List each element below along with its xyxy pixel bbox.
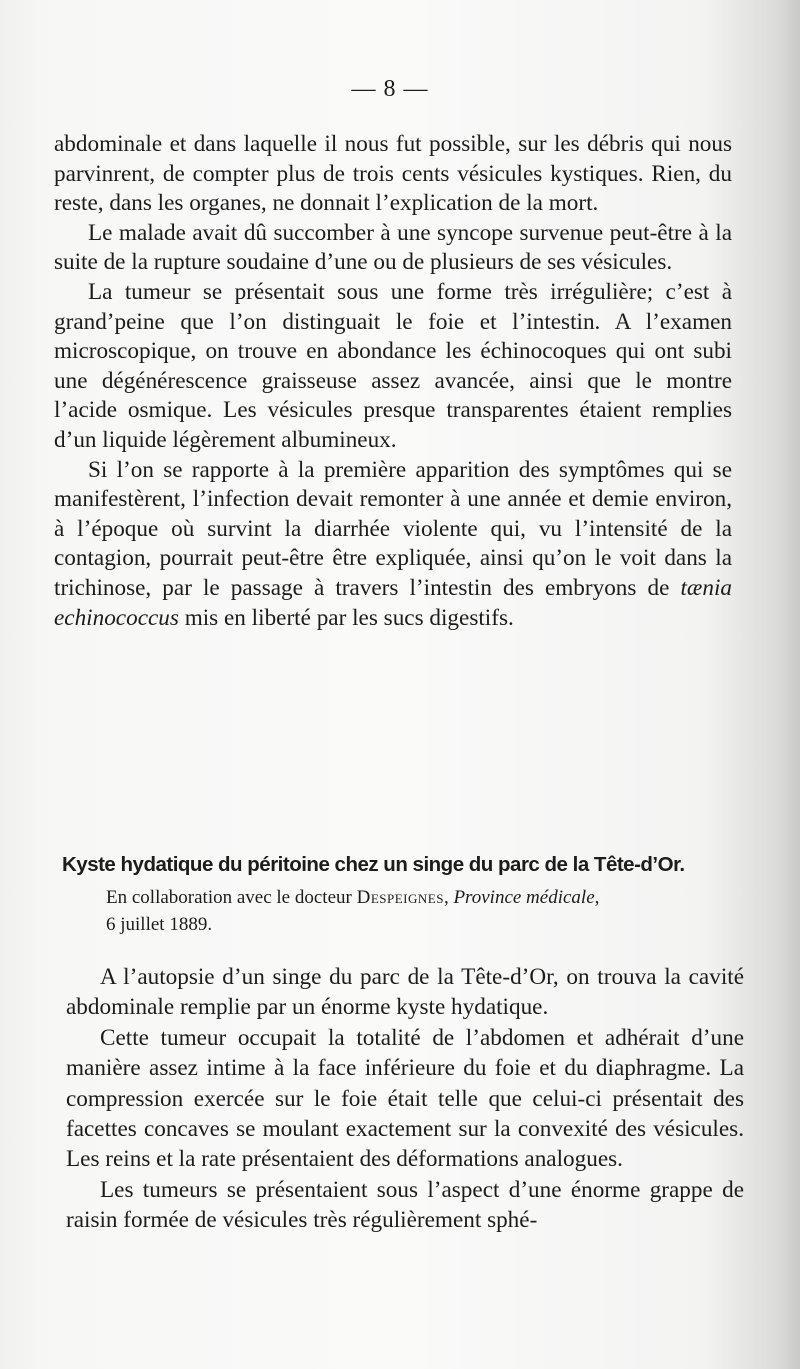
species-name: tænia echinococcus [54, 574, 732, 631]
paragraph-text: Si l’on se rapporte à la première apparition des symptômes qui se manifestèrent, l’infection devait remonter à une année et demie environ, à l’époque où survint la diarrhée violente qui, vu l’intensité de la contagion, pourrait peut-être être expliquée, ainsi qu’on le voit dans la trichinose, par le passage à travers l’intestin des embryons de [54, 456, 732, 601]
collaborator-name: Despeignes [356, 887, 444, 908]
journal-name: Province médicale [453, 887, 595, 908]
page-number: — 8 — [351, 76, 429, 102]
publication-date: 6 juillet 1889. [106, 914, 213, 935]
collab-suffix: , [594, 887, 600, 908]
collab-prefix: En collaboration avec le docteur [106, 887, 357, 908]
article-body-section [66, 962, 744, 1236]
paragraph-text: mis en liberté par les sucs digestifs. [178, 604, 514, 631]
paragraph-tumor-description: La tumeur se présentait sous une forme très irrégulière; c’est à grand’peine que l’on distinguait le foie et l’intestin. A l’examen microscopique, on trouve en abondance les échinocoques qui ont subi une dégénérescence graisseuse assez avancée, ainsi que le montre l’acide osmique. Les vésicules presque transparentes étaient remplies d’un liquide légèrement albumineux. [54, 278, 732, 453]
collab-separator: , [443, 887, 454, 908]
paragraph-tumor-location: Cette tumeur occupait la totalité de l’abdomen et adhérait d’une manière assez intime à la face inférieure du foie et du diaphragme. La compression exercée sur le foie était telle que celui-ci présentait des facettes concaves se moulant exactement sur la convexité des vésicules. Les reins et la rate présentaient des déformations analogues. [66, 1024, 744, 1173]
paragraph-infection-origin [54, 456, 732, 634]
case-description-section [54, 130, 732, 633]
paragraph-continuation: abdominale et dans laquelle il nous fut possible, sur les débris qui nous parvinrent, de compter plus de trois cents vésicules kystiques. Rien, du reste, dans les organes, ne donnait l’explication de la mort. [54, 131, 732, 217]
paragraph-tumor-aspect: Les tumeurs se présentaient sous l’aspect d’une énorme grappe de raisin formée de vésicules très régulièrement sphé- [66, 1176, 744, 1234]
paragraph-autopsy: A l’autopsie d’un singe du parc de la Tête-d’Or, on trouva la cavité abdominale remplie par un énorme kyste hydatique. [66, 964, 744, 1021]
paragraph-syncope: Le malade avait dû succomber à une syncope survenue peut-être à la suite de la rupture soudaine d’une ou de plusieurs de ses vésicules. [54, 219, 732, 276]
collaboration-note [106, 884, 742, 938]
article-title: Kyste hydatique du péritoine chez un singe du parc de la Tête-d’Or. [62, 853, 685, 876]
